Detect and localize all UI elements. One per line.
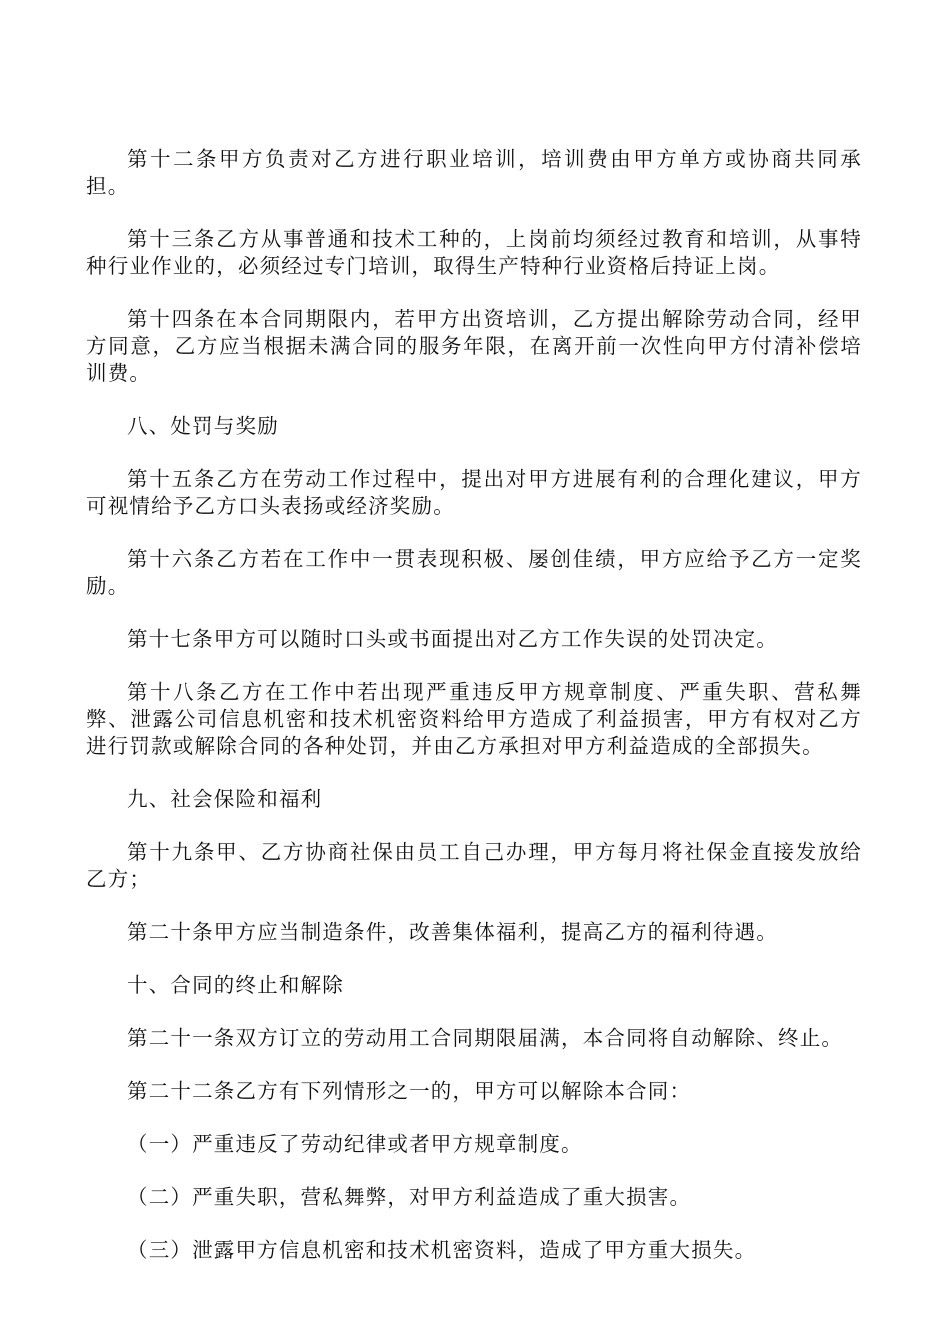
article-19: 第十九条甲、乙方协商社保由员工自己办理，甲方每月将社保金直接发放给乙方； bbox=[86, 840, 862, 891]
article-20: 第二十条甲方应当制造条件，改善集体福利，提高乙方的福利待遇。 bbox=[127, 920, 778, 944]
article-18: 第十八条乙方在工作中若出现严重违反甲方规章制度、严重失职、营私舞弊、泄露公司信息机密和技术机密资料给甲方造成了利益损害，甲方有权对乙方进行罚款或解除合同的各种处罚，并由乙方承担对甲方利益造成的全部损失。 bbox=[86, 680, 862, 758]
article-22-item-3: （三）泄露甲方信息机密和技术机密资料，造成了甲方重大损失。 bbox=[127, 1238, 757, 1262]
section-8-heading: 八、处罚与奖励 bbox=[127, 414, 279, 438]
article-22: 第二十二条乙方有下列情形之一的，甲方可以解除本合同： bbox=[127, 1079, 692, 1103]
article-16: 第十六条乙方若在工作中一贯表现积极、屡创佳绩，甲方应给予乙方一定奖励。 bbox=[86, 547, 862, 598]
article-13: 第十三条乙方从事普通和技术工种的，上岗前均须经过教育和培训，从事特种行业作业的，必须经过专门培训，取得生产特种行业资格后持证上岗。 bbox=[86, 227, 862, 278]
article-12: 第十二条甲方负责对乙方进行职业培训，培训费由甲方单方或协商共同承担。 bbox=[86, 147, 862, 198]
article-14: 第十四条在本合同期限内，若甲方出资培训，乙方提出解除劳动合同，经甲方同意，乙方应当根据未满合同的服务年限，在离开前一次性向甲方付清补偿培训费。 bbox=[86, 307, 862, 385]
article-22-item-2: （二）严重失职，营私舞弊，对甲方利益造成了重大损害。 bbox=[127, 1185, 692, 1209]
article-21: 第二十一条双方订立的劳动用工合同期限届满，本合同将自动解除、终止。 bbox=[127, 1026, 844, 1050]
article-15: 第十五条乙方在劳动工作过程中，提出对甲方进展有利的合理化建议，甲方可视情给予乙方口头表扬或经济奖励。 bbox=[86, 467, 862, 518]
section-10-heading: 十、合同的终止和解除 bbox=[127, 973, 344, 997]
article-22-item-1: （一）严重违反了劳动纪律或者甲方规章制度。 bbox=[127, 1132, 583, 1156]
article-17: 第十七条甲方可以随时口头或书面提出对乙方工作失误的处罚决定。 bbox=[127, 627, 778, 651]
section-9-heading: 九、社会保险和福利 bbox=[127, 787, 323, 811]
